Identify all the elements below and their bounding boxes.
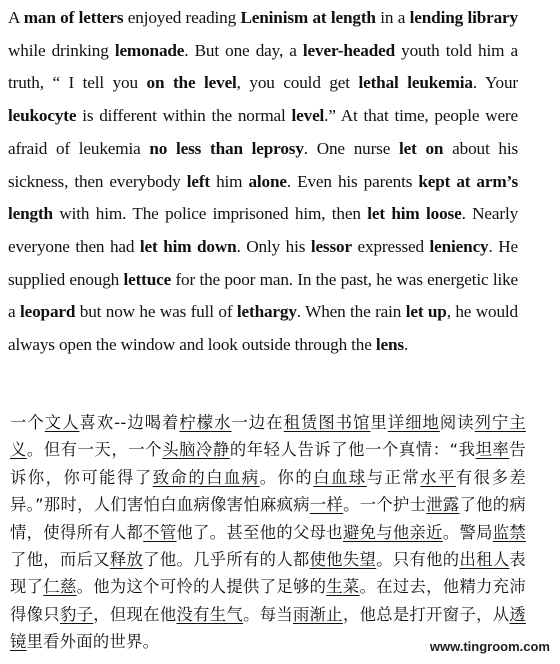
english-paragraph [8, 2, 518, 362]
vocab-term: lethargy [236, 302, 297, 322]
text-run: 有很多差异。”那时，人们害怕白血病像害怕麻疯病 [10, 467, 527, 515]
vocab-term: kept at arm’s length [8, 171, 518, 224]
translated-term: 水平 [420, 467, 456, 487]
chinese-translation-paragraph [10, 409, 526, 656]
text-run: . He supplied enough [8, 236, 518, 289]
translated-term: 致命的白血病 [152, 467, 260, 487]
translated-term: 出租人 [459, 550, 510, 570]
vocab-term: let up [405, 302, 447, 322]
translated-term: 列宁主义 [10, 413, 526, 460]
text-run: 了他。几乎所有的人都 [143, 550, 310, 570]
text-run: . Even his parents [286, 171, 419, 191]
text-run: about his sickness, then everybody [8, 138, 518, 191]
text-run: 一个 [10, 413, 45, 432]
text-run: . Your [472, 73, 518, 93]
vocab-term: on the level [146, 73, 237, 93]
translated-term: 坦率 [475, 440, 510, 460]
text-run: youth told him a truth, “ I tell you [8, 40, 518, 93]
vocab-term: no less than leprosy [149, 138, 304, 158]
translated-term: 白血球 [313, 467, 367, 487]
translated-term: 柠檬水 [179, 413, 232, 432]
text-run: 。但有一天，一个 [26, 440, 163, 460]
text-run: . Only his [236, 236, 311, 256]
text-run: 了他，而后又 [10, 550, 110, 570]
translated-term: 仁慈 [43, 577, 77, 597]
translated-term: 详细地 [387, 413, 440, 432]
text-run: .” At that time, people were afraid of leukemia [8, 106, 518, 158]
vocab-term: left [186, 171, 210, 191]
translated-term: 释放 [109, 550, 144, 570]
text-run: , he would always open the window and look outside through the [8, 302, 518, 355]
vocab-term: leopard [19, 302, 76, 322]
translated-term: 避免与他亲近 [342, 522, 443, 542]
translated-term: 头脑冷静 [162, 440, 230, 460]
translated-term: 使他失望 [309, 550, 377, 570]
vocab-term: Leninism at length [240, 8, 376, 27]
text-run: 与正常 [366, 467, 421, 487]
text-run: 的年轻人告诉了他一个真情：“我 [229, 440, 476, 460]
text-run: 。只有他的 [376, 550, 460, 570]
vocab-term: let him loose [367, 204, 462, 224]
text-run: but now he was full of [75, 302, 237, 322]
translated-term: 租赁图书馆 [283, 413, 371, 432]
text-run: 了他的病情，使得所有人都 [10, 495, 526, 542]
text-run: is different within the normal [76, 106, 292, 126]
vocab-term: alone [248, 171, 287, 191]
text-run: 。你的 [259, 467, 314, 487]
text-run: him [209, 171, 249, 191]
text-run: for the poor man. In the past, he was energetic like a [8, 269, 518, 322]
text-run: 。在过去，他精力充沛得像只 [10, 577, 526, 624]
translated-term: 一样 [309, 495, 344, 515]
text-run: with him. The police imprisoned him, then [52, 204, 368, 224]
text-run: expressed [351, 236, 430, 256]
vocab-term: let on [399, 138, 444, 158]
text-run: ，但现在他 [93, 604, 177, 624]
translated-term: 没有生气 [176, 604, 244, 624]
text-run: 。警局 [442, 522, 493, 542]
vocab-term: lens [375, 335, 404, 355]
translated-term: 泄露 [426, 495, 460, 515]
vocab-term: leniency [429, 236, 489, 256]
translated-term: 监禁 [492, 522, 526, 542]
text-run: while drinking [8, 40, 115, 60]
text-run: . [403, 335, 409, 355]
vocab-term: lemonade [114, 40, 185, 60]
text-run: 一边在 [231, 413, 284, 432]
text-run: enjoyed reading [123, 8, 241, 27]
text-run: 。一个护士 [343, 495, 427, 515]
text-run: . Nearly everyone then had [8, 204, 519, 256]
text-run: 里看外面的世界。 [26, 632, 160, 652]
text-run: 里 [370, 413, 388, 432]
text-run: . One nurse [303, 138, 399, 158]
vocab-term: let him down [139, 236, 237, 256]
text-run: . When the rain [296, 302, 406, 322]
text-run: 告诉你，你可能得了 [10, 440, 527, 487]
text-run: 他了。甚至他的父母也 [176, 522, 343, 542]
vocab-term: lettuce [123, 269, 172, 289]
watermark: www.tingroom.com [429, 639, 550, 654]
text-run: 。他为这个可怜的人提供了足够的 [76, 577, 327, 597]
translated-term: 生菜 [326, 577, 360, 597]
text-run: ，他总是打开窗子，从 [342, 604, 510, 624]
vocab-term: lever-headed [302, 40, 395, 60]
text-run: A [8, 8, 24, 27]
vocab-term: lethal leukemia [358, 73, 473, 93]
translated-term: 豹子 [59, 604, 94, 624]
translated-term: 雨渐止 [293, 604, 343, 624]
translated-term: 不管 [143, 522, 177, 542]
translated-term: 透镜 [10, 604, 526, 652]
text-run: 。每当 [243, 604, 293, 624]
vocab-term: level [291, 106, 325, 126]
vocab-term: lessor [310, 236, 352, 256]
text-run: , you could get [236, 73, 359, 93]
translated-term: 文人 [44, 413, 80, 432]
text-run: 表现了 [10, 550, 526, 597]
vocab-term: lending library [409, 8, 518, 27]
vocab-term: man of letters [23, 8, 124, 27]
vocab-term: leukocyte [8, 106, 77, 126]
text-run: . But one day, a [184, 40, 303, 60]
text-run: in a [375, 8, 410, 27]
text-run: 喜欢--边喝着 [79, 413, 180, 432]
text-run: 阅读 [439, 413, 475, 432]
